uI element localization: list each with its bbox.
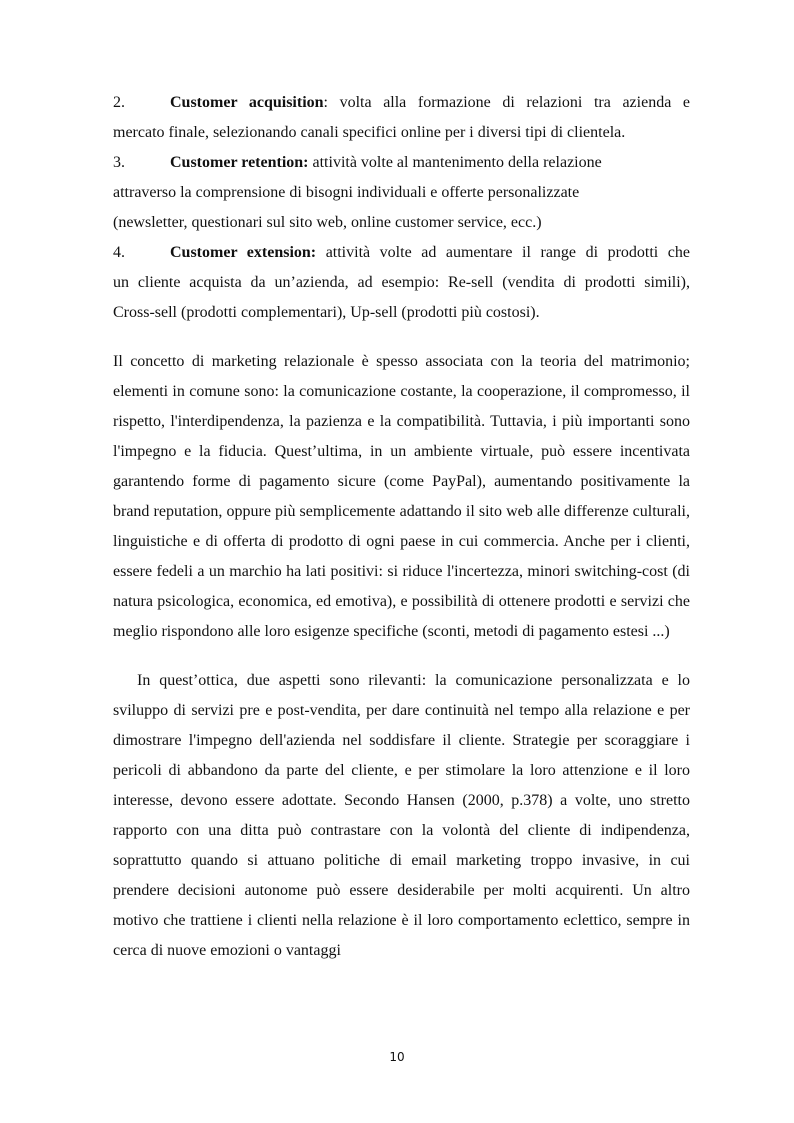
list-item-customer-acquisition — [113, 88, 690, 148]
list-text: (newsletter, questionari sul sito web, online customer service, ecc.) — [113, 214, 542, 231]
list-text: attraverso la comprensione di bisogni individuali e offerte personalizzate — [113, 184, 580, 201]
paragraph-relational-marketing: Il concetto di marketing relazionale è spesso associata con la teoria del matrimonio; elementi in comune sono: la comunicazione costante, la cooperazione, il compromesso, il rispetto, l'interdipendenza, la pazienza e la compatibilità. Tuttavia, i più importanti sono l'impegno e la fiducia. Quest’ultima, in un ambiente virtuale, può essere incentivata garantendo forme di pagamento sicure (come PayPal), aumentando positivamente la brand reputation, oppure più semplicemente adattando il sito web alle differenze culturali, linguistiche e di offerta di prodotto di ogni paese in cui commercia. Anche per i clienti, essere fedeli a un marchio ha lati positivi: si riduce l'incertezza, minori switching-cost (di natura psicologica, economica, ed emotiva), e possibilità di ottenere prodotti e servizi che meglio rispondono alle loro esigenze specifiche (sconti, metodi di pagamento estesi ...) — [113, 353, 690, 640]
list-text: attività volte ad aumentare il range di prodotti che — [316, 244, 691, 261]
list-text: mercato finale, selezionando canali specifici online per i diversi tipi di clientela. — [113, 124, 626, 141]
list-text: attività volte al mantenimento della relazione — [308, 154, 602, 171]
list-text: Cross-sell (prodotti complementari), Up-sell (prodotti più costosi). — [113, 304, 540, 321]
list-item-customer-extension — [113, 238, 690, 328]
list-number: 3. — [113, 154, 125, 171]
list-number: 4. — [113, 244, 125, 261]
list-term: Customer retention: — [170, 154, 309, 171]
page-body — [113, 88, 690, 966]
list-item-customer-retention — [113, 148, 690, 238]
paragraph-perspective: In quest’ottica, due aspetti sono rilevanti: la comunicazione personalizzata e lo sviluppo di servizi pre e post-vendita, per dare continuità nel tempo alla relazione e per dimostrare l'impegno dell'azienda nel soddisfare il cliente. Strategie per scoraggiare i pericoli di abbandono da parte del cliente, e per stimolare la loro attenzione e il loro interesse, devono essere adottate. Secondo Hansen (2000, p.378) a volte, uno stretto rapporto con una ditta può contrastare con la volontà del cliente di indipendenza, soprattutto quando si attuano politiche di email marketing troppo invasive, in cui prendere decisioni autonome può essere desiderabile per molti acquirenti. Un altro motivo che trattiene i clienti nella relazione è il loro comportamento eclettico, sempre in cerca di nuove emozioni o vantaggi — [113, 672, 690, 959]
list-number: 2. — [113, 94, 125, 111]
page-number: 10 — [389, 1050, 405, 1064]
list-text: un cliente acquista da un’azienda, ad esempio: Re-sell (vendita di prodotti simili), — [113, 274, 690, 291]
list-text: : volta alla formazione di relazioni tra azienda e — [323, 94, 691, 111]
list-term: Customer acquisition — [170, 94, 324, 111]
list-term: Customer extension: — [170, 244, 317, 261]
